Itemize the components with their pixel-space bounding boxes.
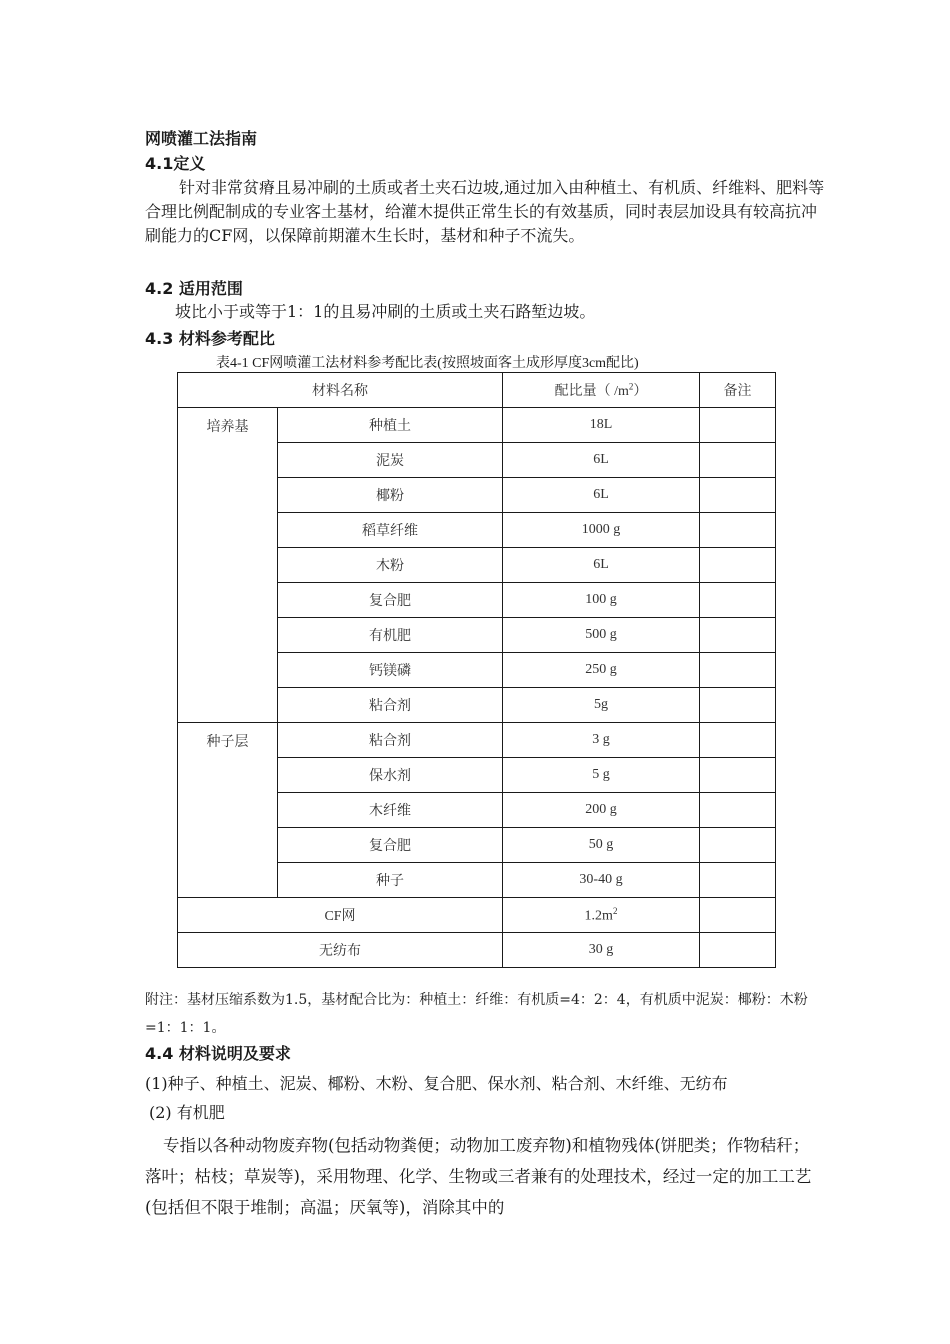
material-value: 6L	[503, 443, 700, 478]
material-ratio-table	[177, 372, 776, 968]
section-4-1-heading: 4.1定义	[145, 154, 206, 173]
material-value: 30-40 g	[503, 863, 700, 898]
table-row	[178, 898, 776, 933]
document-title: 网喷灌工法指南	[145, 129, 258, 148]
material-remark	[700, 408, 776, 443]
material-remark	[700, 758, 776, 793]
cf-value-prefix: 1.2m	[584, 908, 613, 924]
material-remark	[700, 618, 776, 653]
material-name: 木粉	[278, 548, 503, 583]
material-value: 5 g	[503, 758, 700, 793]
section-4-3-heading: 4.3 材料参考配比	[145, 329, 275, 348]
material-value: 50 g	[503, 828, 700, 863]
header-ratio-suffix: ）	[633, 384, 648, 399]
table-note: 附注：基材压缩系数为1.5，基材配合比为：种植土：纤维：有机质=4：2：4，有机质中泥炭：椰粉：木粉=1：1：1。	[145, 992, 808, 1036]
material-value: 500 g	[503, 618, 700, 653]
table-row	[178, 933, 776, 968]
material-remark	[700, 828, 776, 863]
material-remark	[700, 723, 776, 758]
section-4-2-heading: 4.2 适用范围	[145, 279, 243, 298]
material-value-cf-net	[503, 898, 700, 933]
material-remark	[700, 793, 776, 828]
material-remark	[700, 653, 776, 688]
section-4-4-item-2: (2) 有机肥	[149, 1103, 225, 1122]
table-caption: 表4-1 CF网喷灌工法材料参考配比表(按照坡面客土成形厚度3cm配比)	[216, 356, 639, 371]
header-material-name: 材料名称	[178, 373, 503, 408]
group-label-culture-medium: 培养基	[178, 408, 278, 723]
material-name-cf-net: CF网	[178, 898, 503, 933]
material-name: 种植土	[278, 408, 503, 443]
cf-value-sup: 2	[612, 905, 618, 916]
material-remark	[700, 443, 776, 478]
material-remark	[700, 478, 776, 513]
section-4-4-heading: 4.4 材料说明及要求	[145, 1044, 291, 1063]
material-value: 18L	[503, 408, 700, 443]
material-name: 复合肥	[278, 583, 503, 618]
group-label-seed-layer: 种子层	[178, 723, 278, 898]
table-row	[178, 408, 776, 443]
material-name: 复合肥	[278, 828, 503, 863]
material-name: 椰粉	[278, 478, 503, 513]
header-ratio-sup: 2	[628, 381, 634, 392]
header-ratio-prefix: 配比量（ /m	[554, 384, 629, 399]
material-remark	[700, 898, 776, 933]
material-name: 保水剂	[278, 758, 503, 793]
header-ratio	[503, 373, 700, 408]
section-4-4-item-1: (1)种子、种植土、泥炭、椰粉、木粉、复合肥、保水剂、粘合剂、木纤维、无纺布	[145, 1074, 728, 1093]
section-4-2-body: 坡比小于或等于1：1的且易冲刷的土质或土夹石路堑边坡。	[175, 302, 596, 321]
material-value: 100 g	[503, 583, 700, 618]
material-remark	[700, 583, 776, 618]
material-value: 6L	[503, 478, 700, 513]
header-remark: 备注	[700, 373, 776, 408]
material-name: 粘合剂	[278, 723, 503, 758]
material-value: 200 g	[503, 793, 700, 828]
material-name-nonwoven: 无纺布	[178, 933, 503, 968]
material-remark	[700, 863, 776, 898]
material-remark	[700, 933, 776, 968]
material-value: 6L	[503, 548, 700, 583]
material-name: 木纤维	[278, 793, 503, 828]
material-remark	[700, 688, 776, 723]
table-header-row	[178, 373, 776, 408]
section-4-4-body: 专指以各种动物废弃物(包括动物粪便；动物加工废弃物)和植物残体(饼肥类；作物秸秆；落叶；枯枝；草炭等)，采用物理、化学、生物或三者兼有的处理技术，经过一定的加工工艺(包括但不限于堆制；高温；厌氧等)，消除其中的	[145, 1136, 812, 1217]
material-name: 粘合剂	[278, 688, 503, 723]
material-name: 泥炭	[278, 443, 503, 478]
material-value: 3 g	[503, 723, 700, 758]
material-name: 钙镁磷	[278, 653, 503, 688]
table-row	[178, 723, 776, 758]
section-4-1-body: 针对非常贫瘠且易冲刷的土质或者土夹石边坡,通过加入由种植土、有机质、纤维料、肥料等合理比例配制成的专业客土基材，给灌木提供正常生长的有效基质，同时表层加设具有较高抗冲刷能力的CF网，以保障前期灌木生长时，基材和种子不流失。	[145, 178, 825, 245]
material-value: 250 g	[503, 653, 700, 688]
material-remark	[700, 513, 776, 548]
material-value: 1000 g	[503, 513, 700, 548]
material-name: 稻草纤维	[278, 513, 503, 548]
material-value-nonwoven: 30 g	[503, 933, 700, 968]
material-name: 种子	[278, 863, 503, 898]
material-name: 有机肥	[278, 618, 503, 653]
material-value: 5g	[503, 688, 700, 723]
material-remark	[700, 548, 776, 583]
